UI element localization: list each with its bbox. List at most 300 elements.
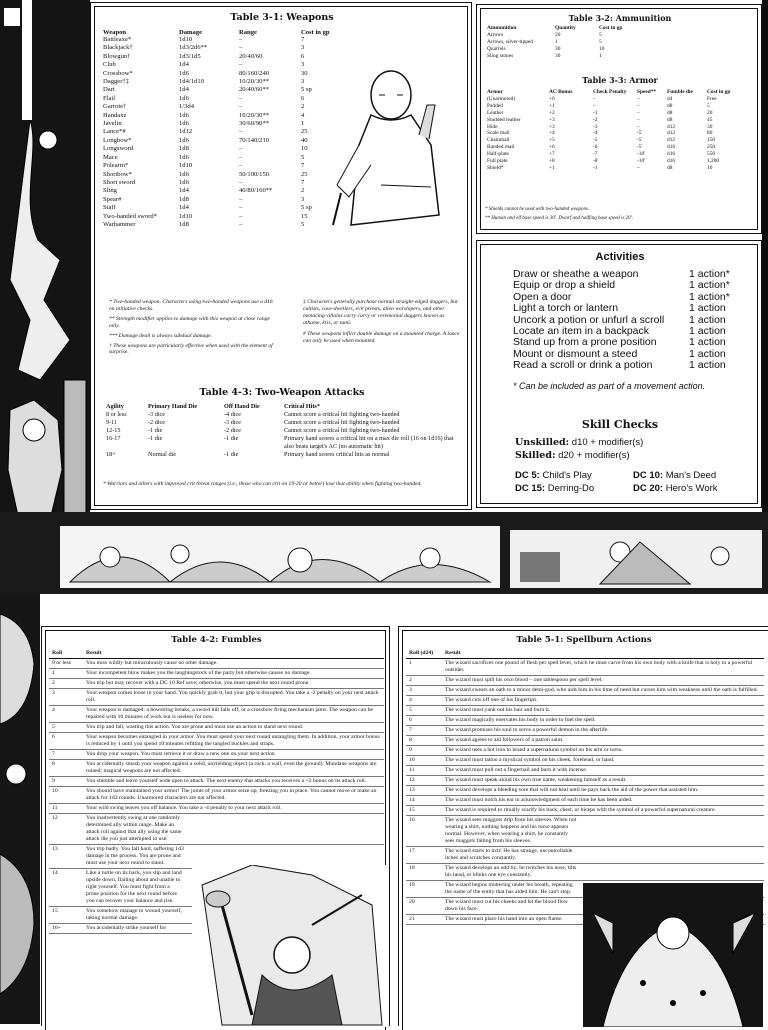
armor-cell: Free — [707, 95, 717, 102]
armor-row — [485, 103, 732, 110]
spellburn-cell: 20 — [406, 898, 442, 915]
armor-cell: -5 — [593, 137, 598, 144]
spellburn-panel — [398, 626, 768, 1026]
weapon-cell: Blackjack† — [103, 44, 133, 52]
weapon-cell: 1d4 — [179, 187, 189, 195]
spellburn-cell: 19 — [406, 881, 442, 898]
fumble-cell: 6 — [49, 733, 83, 750]
activity-name: Draw or sheathe a weapon — [513, 268, 639, 280]
fumble-cell: Your wild swing leaves you off balance. You take a -4 penalty to your next attack roll. — [83, 804, 384, 814]
weapon-row — [101, 179, 332, 187]
armor-cell: d12 — [667, 130, 676, 137]
armor-cell: +1 — [549, 164, 555, 171]
fumble-row — [49, 669, 384, 679]
activity-cost: 1 action — [689, 347, 726, 360]
weapon-cell: 10/20/30** — [239, 111, 270, 119]
spellburn-cell: 21 — [406, 915, 442, 925]
two-weapon-cell: -1 die — [224, 451, 239, 458]
dc15-label: DC 15: — [515, 483, 546, 494]
weapon-cell: 1d10 — [179, 162, 193, 170]
fumble-cell: 9 — [49, 777, 83, 787]
armor-cell: -5' — [637, 130, 643, 137]
fumble-cell: 10 — [49, 787, 83, 804]
two-weapon-rows — [103, 411, 461, 459]
ammo-title: Table 3-2: Ammunition — [568, 13, 672, 23]
fumble-cell: You trip and fall, wasting this action. You are prone and must use an action to stand next round. — [83, 723, 384, 733]
dc5-value: Child's Play — [542, 470, 592, 481]
weapon-cell: Sling — [103, 187, 117, 195]
armor-cell: – — [637, 102, 640, 109]
armor-cell: Half-plate — [487, 151, 509, 158]
col-fumble: Fumble die — [667, 89, 693, 95]
armor-cell: -5' — [637, 137, 643, 144]
ammo-cell: 20 — [555, 31, 561, 38]
fumble-row — [49, 804, 384, 814]
armor-cell: Scale mail — [487, 130, 510, 137]
weapon-cell: Shortbow* — [103, 170, 132, 178]
weapon-cell: Handaxe — [103, 111, 127, 119]
skilled-label: Skilled: — [515, 450, 556, 461]
ammo-cell: Arrows, silver-tipped — [487, 38, 534, 45]
armor-cell: 30 — [707, 123, 713, 130]
activity-row — [513, 303, 730, 314]
weapon-cell: 20/40/60 — [239, 52, 263, 60]
two-weapon-cell: -2 dice — [148, 419, 166, 426]
ammo-cell: 30 — [555, 52, 561, 59]
col-offhand: Off Hand Die — [224, 403, 260, 410]
ammo-cell: 5 — [599, 31, 602, 38]
weapon-cell: 1d8 — [179, 195, 189, 203]
activity-cost: 1 action* — [689, 279, 730, 292]
weapon-cell: Dart — [103, 86, 115, 94]
unskilled-label: Unskilled: — [515, 437, 570, 448]
armor-row — [485, 117, 732, 124]
fumble-row — [49, 659, 384, 669]
weapon-cell: 1/3d4 — [179, 103, 195, 111]
weapon-cell: 7 — [301, 178, 305, 186]
fumble-row — [49, 689, 384, 706]
armor-cell: +6 — [549, 144, 555, 151]
two-weapon-cell: 12-15 — [106, 427, 121, 434]
dc20-value: Hero's Work — [665, 483, 718, 494]
weapon-row — [101, 112, 332, 120]
armor-cell: Hide — [487, 123, 498, 130]
weapons-header-row — [101, 29, 332, 36]
activities-title: Activities — [595, 251, 645, 263]
spellburn-title: Table 5-1: Spellburn Actions — [516, 635, 652, 645]
armor-cell: d16 — [667, 144, 676, 151]
ammo-row — [485, 39, 624, 46]
weapon-cell: 1d3/2d6** — [179, 44, 208, 52]
weapon-row — [101, 120, 332, 128]
two-weapon-row — [103, 427, 461, 435]
ammo-cell: Sling stones — [487, 52, 514, 59]
ammo-cell: 5 — [599, 38, 602, 45]
weapon-cell: 3 — [301, 44, 305, 52]
fumble-cell: Your weapon is damaged: a bowstring breaks, a sword hilt falls off, or a crossbow firing mechanism jams. The weapon can be repaired with 10 minutes of work but is useless for now. — [83, 706, 384, 723]
ammo-row — [485, 46, 624, 53]
armor-cell: 150 — [707, 137, 716, 144]
fumble-row — [49, 777, 384, 787]
spellburn-cell: The wizard begins muttering under his breath, repeating the name of the entity that has aided him. He can't stop. — [442, 881, 764, 898]
two-weapon-header-row — [103, 403, 461, 411]
activity-cost: 1 action* — [689, 268, 730, 280]
weapons-table — [101, 29, 332, 229]
spellburn-cell: The wizard is required to ritually scarify his back, chest, or biceps with the symbol of a powerful supernatural creature. — [442, 806, 764, 816]
weapon-cell: 1d6 — [179, 120, 189, 128]
spellburn-cell: The wizard develops a bleeding sore that will not heal until he pays back the aid of the power that assisted him. — [442, 786, 764, 796]
col-range: Range — [239, 29, 257, 36]
col-check: Check Penalty — [593, 89, 627, 95]
armor-cell: Full plate — [487, 158, 508, 165]
armor-cell: – — [637, 123, 640, 130]
adventurers-illustration — [0, 0, 90, 545]
armor-cell: – — [593, 102, 596, 109]
weapon-cell: 3 — [301, 61, 305, 69]
spellburn-cell: The wizard must pull out a fingernail and burn it with incense. — [442, 766, 764, 776]
dc20-label: DC 20: — [633, 483, 664, 494]
top-left-art-strip — [0, 0, 90, 545]
spellburn-row — [406, 786, 764, 796]
fumble-cell: 2 — [49, 679, 83, 689]
weapon-cell: – — [239, 128, 243, 136]
activity-name: Uncork a potion or unfurl a scroll — [513, 313, 665, 326]
fumble-cell: 8 — [49, 760, 83, 777]
spellburn-cell: 6 — [406, 716, 442, 726]
armor-cell: +7 — [549, 151, 555, 158]
weapon-row — [101, 86, 332, 94]
weapon-cell: Javelin — [103, 120, 122, 128]
weapon-cell: – — [239, 178, 243, 186]
spellburn-cell: The wizard cuts off one of his fingertips. — [442, 696, 764, 706]
fumble-cell: 5 — [49, 723, 83, 733]
ammo-table — [485, 25, 624, 60]
weapon-cell: 5 sp — [301, 86, 312, 94]
weapon-row — [101, 53, 332, 61]
col-ammo-cost: Cost in gp — [599, 25, 623, 31]
spellburn-cell: The wizard must yank out his hair and burn it. — [442, 706, 764, 716]
weapon-row — [101, 196, 332, 204]
armor-row — [485, 165, 732, 172]
weapons-title: Table 3-1: Weapons — [230, 12, 334, 23]
spellburn-cell: 11 — [406, 766, 442, 776]
fumble-cell: You somehow manage to wound yourself, taking normal damage. — [83, 907, 384, 924]
armor-row — [485, 124, 732, 131]
spellburn-row — [406, 686, 764, 696]
armor-cell: -1 — [593, 109, 598, 116]
armor-row — [485, 110, 732, 117]
spellburn-cell: 15 — [406, 806, 442, 816]
fumble-cell: 4 — [49, 706, 83, 723]
armor-title: Table 3-3: Armor — [582, 75, 658, 85]
col-armor-cost: Cost in gp — [707, 89, 731, 95]
weapon-row — [101, 78, 332, 86]
ammo-row — [485, 53, 624, 60]
two-weapon-row — [103, 419, 461, 427]
weapon-cell: 5 sp — [301, 204, 312, 212]
armor-cell: -4 — [593, 130, 598, 137]
weapon-row — [101, 221, 332, 229]
weapons-rows — [101, 36, 332, 229]
col-damage: Damage — [179, 29, 203, 36]
activity-cost: 1 action* — [689, 290, 730, 303]
weapon-cell: – — [239, 94, 243, 102]
armor-table — [485, 89, 732, 172]
spellburn-row — [406, 806, 764, 816]
armor-cell: +1 — [549, 102, 555, 109]
two-weapon-cell: Cannot score a critical hit fighting two-handed — [284, 427, 400, 434]
two-weapon-cell: -1 die — [224, 435, 239, 442]
armor-cell: 250 — [707, 144, 716, 151]
weapon-row — [101, 204, 332, 212]
skilled-value: d20 + modifier(s) — [558, 450, 630, 461]
armor-row — [485, 137, 732, 144]
ammo-armor-panel — [476, 4, 762, 234]
spellburn-cell: 13 — [406, 786, 442, 796]
weapon-cell: – — [239, 44, 243, 52]
weapon-cell: 1d10 — [179, 212, 193, 220]
weapon-row — [101, 162, 332, 170]
armor-cell: – — [637, 95, 640, 102]
armor-cell: – — [637, 164, 640, 171]
spellburn-cell: 2 — [406, 676, 442, 686]
knife-wielder-illustration — [331, 65, 469, 235]
two-weapon-cell: Cannot score a critical hit fighting two-handed — [284, 419, 400, 426]
col-primary: Primary Hand Die — [148, 403, 198, 410]
armor-cell: +5 — [549, 137, 555, 144]
col-spell-roll: Roll (d24) — [406, 649, 442, 659]
dc5-label: DC 5: — [515, 470, 540, 481]
armor-header-row — [485, 89, 732, 96]
spellburn-cell: 17 — [406, 847, 442, 864]
armor-cell: – — [637, 116, 640, 123]
ammo-cell: 30 — [555, 45, 561, 52]
weapon-cell: Polearm* — [103, 162, 129, 170]
armor-cell: 45 — [707, 116, 713, 123]
weapon-cell: 1d4 — [179, 61, 189, 69]
weapon-cell: – — [239, 195, 243, 203]
spellburn-cell: 5 — [406, 706, 442, 716]
spellburn-cell: 14 — [406, 796, 442, 806]
ammo-header-row — [485, 25, 624, 32]
armor-cell: Leather — [487, 109, 504, 116]
weapon-cell: Short sword — [103, 178, 136, 186]
armor-cell: d12 — [667, 123, 676, 130]
spellburn-cell: The wizard develops an odd tic: he twitches his nose, tilts his head, or blinks one eye constantly. — [442, 864, 764, 881]
col-speed: Speed** — [637, 89, 657, 95]
spellburn-row — [406, 746, 764, 756]
weapon-cell: Garrote† — [103, 103, 127, 111]
armor-cell: Chainmail — [487, 137, 510, 144]
spellburn-cell: 18 — [406, 864, 442, 881]
note-strength: ** Strength modifier applies to damage with this weapon at close range only. — [109, 315, 270, 329]
ammo-cell: 1 — [599, 52, 602, 59]
col-crit: Critical Hits* — [284, 403, 320, 410]
spellburn-row — [406, 796, 764, 806]
armor-row — [485, 130, 732, 137]
note-shields: * Shields cannot be used with two-handed weapons. — [485, 207, 590, 212]
weapon-cell: Crossbow* — [103, 69, 133, 77]
armor-cell: d8 — [667, 164, 673, 171]
spellburn-row — [406, 716, 764, 726]
spellburn-cell: 7 — [406, 726, 442, 736]
weapon-row — [101, 137, 332, 145]
fumble-cell: You inadvertently swing at one randomly determined ally within range. Make an attack roll against that ally using the same attack die you just attempted to use. — [83, 814, 384, 845]
spellburn-cell: 3 — [406, 686, 442, 696]
two-weapon-cell: -3 dice — [148, 411, 166, 418]
skills-unskilled — [515, 437, 643, 448]
spellburn-cell: The wizard sacrifices one pound of flesh per spell level, which he must carve from his own body with a knife that is holy to a powerful outsider. — [442, 659, 764, 676]
weapon-row — [101, 36, 332, 44]
armor-row — [485, 158, 732, 165]
weapon-cell: 5 — [301, 220, 305, 228]
two-weapon-cell: 16-17 — [106, 435, 121, 442]
weapon-cell: 3 — [301, 78, 305, 86]
weapon-cell: 15 — [301, 212, 308, 220]
armor-cell: +2 — [549, 109, 555, 116]
spellburn-cell: The wizard swears an oath to a minor demi-god, who aids him in his time of need but curses him with weakness until the oath is fulfilled. — [442, 686, 764, 696]
spellburn-row — [406, 816, 764, 847]
activities-rows — [513, 269, 730, 372]
weapon-cell: 3 — [301, 195, 305, 203]
spellburn-row — [406, 736, 764, 746]
armor-cell: -1 — [593, 164, 598, 171]
weapon-row — [101, 128, 332, 136]
armor-cell: d16 — [667, 151, 676, 158]
armor-cell: +0 — [549, 95, 555, 102]
weapon-cell: Warhammer — [103, 220, 136, 228]
two-weapon-table — [103, 403, 461, 459]
weapon-cell: 10/20/30** — [239, 78, 270, 86]
armor-cell: Padded — [487, 102, 503, 109]
fumble-row — [49, 750, 384, 760]
two-weapon-cell: Primary hand scores critical hits as normal — [284, 451, 390, 458]
armor-cell: (Unarmored) — [487, 95, 516, 102]
weapon-cell: Battleaxe* — [103, 36, 132, 43]
weapon-cell: 1d4 — [179, 204, 189, 212]
two-weapon-cell: -1 die — [148, 435, 163, 442]
unskilled-value: d10 + modifier(s) — [571, 437, 644, 448]
activity-cost: 1 action — [689, 359, 726, 372]
weapon-row — [101, 44, 332, 52]
ammo-cell: Quarrels — [487, 45, 506, 52]
armor-cell: d8 — [667, 116, 673, 123]
spellburn-cell: The wizard uses a hot iron to brand a supernatural symbol on his arm or torso. — [442, 746, 764, 756]
activities-panel — [476, 240, 762, 508]
spellburn-cell: The wizard must tattoo a mystical symbol on his cheek, forehead, or hand. — [442, 756, 764, 766]
spellburn-cell: The wizard agrees to aid followers of a patron saint. — [442, 736, 764, 746]
spellburn-cell: The wizard must speak aloud his own true name, weakening himself as a result. — [442, 776, 764, 786]
weapon-row — [101, 145, 332, 153]
spellburn-row — [406, 696, 764, 706]
spellburn-cell: The wizard must place his hand into an open flame. — [442, 915, 764, 925]
skills-title: Skill Checks — [581, 418, 659, 431]
activity-cost: 1 action — [689, 325, 726, 338]
fumbles-title: Table 4-2: Fumbles — [171, 635, 262, 645]
note-two-handed: * Two-handed weapon. Characters using two-handed weapons use a d16 on initiative checks. — [109, 299, 273, 312]
weapon-cell: 70/140/210 — [239, 136, 270, 144]
fumble-cell: You accidentally smash your weapon against a solid, unyielding object (a rock, a wall, even the ground). Mundane weapons are ruined; magical weapons are not affected. — [83, 760, 384, 777]
armor-row — [485, 144, 732, 151]
activity-name: Open a door — [513, 290, 572, 303]
dc20 — [633, 483, 718, 494]
spellburn-cell: The wizard magically enervates his body in order to fuel the spell. — [442, 716, 764, 726]
dc10 — [633, 470, 716, 481]
col-armor: Armor — [487, 89, 503, 95]
weapon-cell: Spear# — [103, 195, 122, 203]
armor-cell: -10' — [637, 151, 646, 158]
weapon-row — [101, 95, 332, 103]
weapon-cell: Lance*# — [103, 128, 126, 136]
weapon-cell: – — [239, 153, 243, 161]
note-mounted: # These weapons inflict double damage on a mounted charge. A lance can only be used when mounted. — [303, 330, 460, 344]
spellburn-row — [406, 706, 764, 716]
weapon-cell: – — [239, 204, 243, 212]
spellburn-row — [406, 776, 764, 786]
activity-cost: 1 action — [689, 302, 726, 315]
weapon-cell: Dagger†‡ — [103, 78, 129, 86]
spellburn-cell: 1 — [406, 659, 442, 676]
two-weapon-cell: -4 dice — [224, 411, 242, 418]
fumble-cell: You trip badly. You fall hard, suffering 1d3 damage in the process. You are prone and must use your next round to stand. — [83, 845, 384, 869]
spellburn-row — [406, 726, 764, 736]
fumble-cell: 13 — [49, 845, 83, 869]
weapon-row — [101, 187, 332, 195]
spellburn-cell: 10 — [406, 756, 442, 766]
shield-knight-illustration — [0, 594, 40, 1024]
weapons-panel — [90, 2, 472, 510]
armor-rows — [485, 96, 732, 172]
weapon-cell: 1d10 — [179, 36, 193, 43]
activity-name: Light a torch or lantern — [513, 302, 619, 315]
armor-cell: d12 — [667, 137, 676, 144]
note-subdual: *** Damage dealt is always subdual damage. — [109, 332, 213, 339]
weapon-cell: 10 — [301, 145, 308, 153]
armor-cell: 1,200 — [707, 158, 720, 165]
fumble-cell: 12 — [49, 814, 83, 845]
fumble-cell: You miss wildly but miraculously cause no other damage. — [83, 659, 384, 669]
weapon-cell: 80/160/240 — [239, 69, 270, 77]
note-daggers: ‡ Characters generally purchase normal straight-edged daggers, but cultists, cave-dwellers, evil priests, alien worshipers, and other menacing villains carry curvy or ceremonial daggers known as athame, kris, or tumi. — [303, 299, 458, 326]
armor-row — [485, 96, 732, 103]
armor-cell: d8 — [667, 109, 673, 116]
weapon-cell: 6 — [301, 52, 305, 60]
spellburn-row — [406, 676, 764, 686]
dc5 — [515, 470, 592, 481]
bottom-gap — [390, 624, 398, 1024]
two-weapon-cell: Cannot score a critical hit fighting two-handed — [284, 411, 400, 418]
fumble-cell: 15 — [49, 907, 83, 924]
spread-divider — [0, 594, 768, 624]
two-weapon-cell: -2 dice — [224, 427, 242, 434]
two-weapon-row — [103, 435, 461, 451]
fumble-cell: 1 — [49, 669, 83, 679]
two-weapon-cell: -1 die — [148, 427, 163, 434]
weapon-row — [101, 61, 332, 69]
armor-cell: – — [593, 95, 596, 102]
weapon-cell: – — [239, 220, 243, 228]
weapon-cell: 2 — [301, 103, 305, 111]
fumble-cell: You drop your weapon. You must retrieve it or draw a new one on your next action. — [83, 750, 384, 760]
spellburn-row — [406, 847, 764, 864]
spellburn-cell: 4 — [406, 696, 442, 706]
spellburn-cell: The wizard must cut his cheeks and let the blood flow down his face. — [442, 898, 764, 915]
spellburn-row — [406, 864, 764, 881]
ammo-rows — [485, 32, 624, 60]
armor-cell: Studded leather — [487, 116, 521, 123]
activity-name: Stand up from a prone position — [513, 336, 657, 349]
weapon-row — [101, 171, 332, 179]
